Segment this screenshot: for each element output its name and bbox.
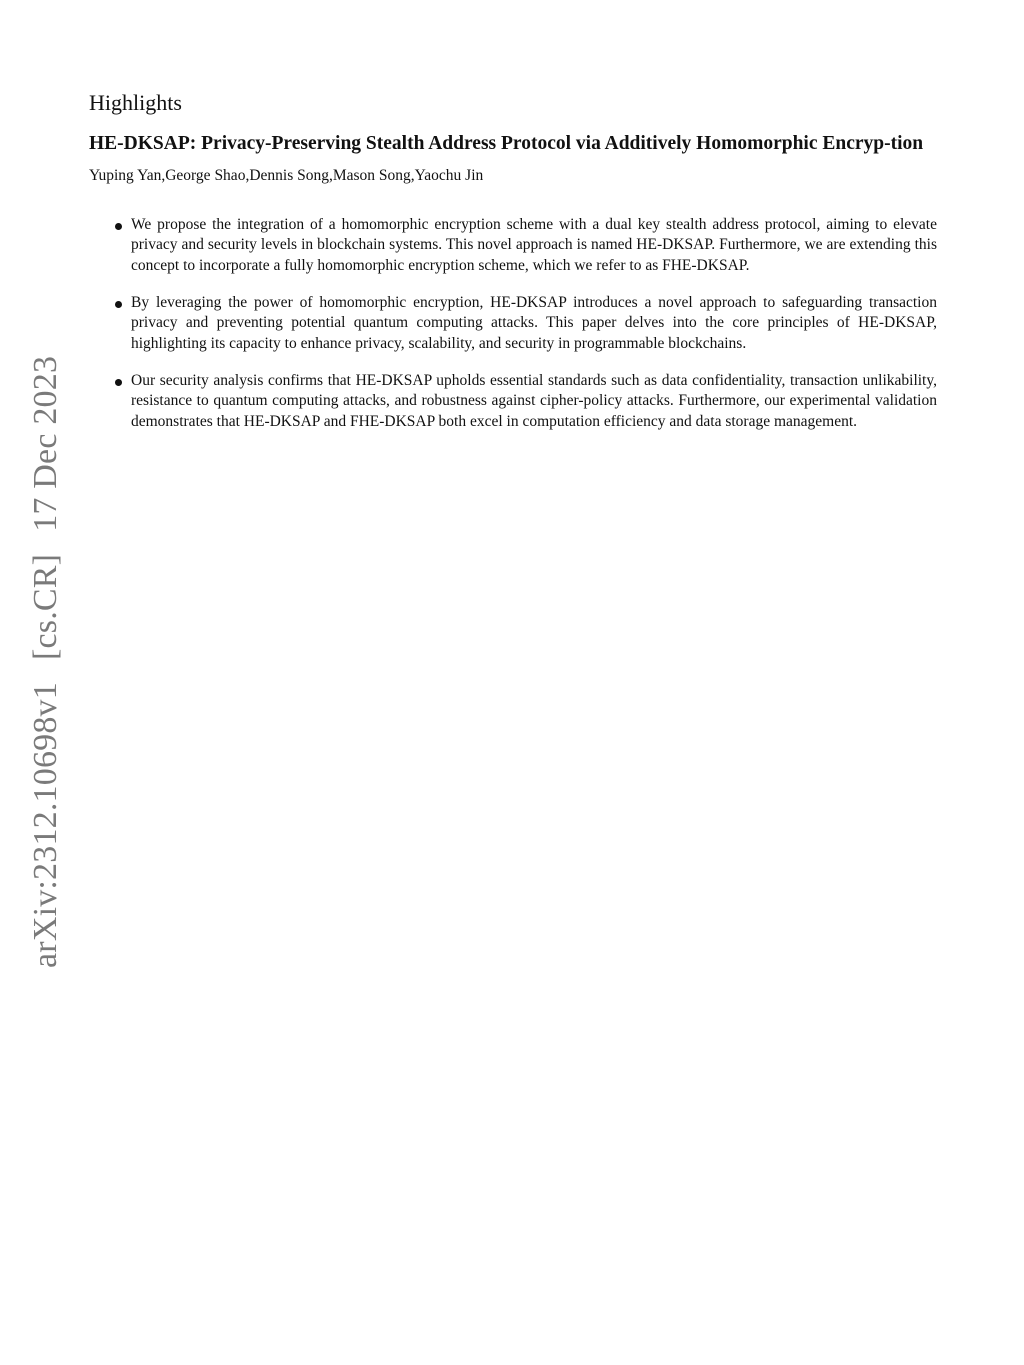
- bullet-icon: [115, 379, 122, 386]
- highlight-item: [89, 293, 937, 355]
- paper-title: HE-DKSAP: Privacy-Preserving Stealth Address Protocol via Additively Homomorphic Encryp-tion: [89, 133, 924, 155]
- bullet-icon: [115, 223, 122, 230]
- highlight-item: [89, 215, 937, 277]
- author-list: Yuping Yan,George Shao,Dennis Song,Mason Song,Yaochu Jin: [89, 167, 484, 185]
- arxiv-category: [cs.CR]: [27, 553, 64, 661]
- highlight-item: [89, 371, 937, 433]
- highlight-text: We propose the integration of a homomorphic encryption scheme with a dual key stealth address protocol, aiming to elevate privacy and security levels in blockchain systems. This novel approach is named HE-DKSAP. Furthermore, we are extending this concept to incorporate a fully homomorphic encryption scheme, which we refer to as FHE-DKSAP.: [131, 215, 937, 274]
- arxiv-date: 17 Dec 2023: [27, 355, 64, 532]
- bullet-icon: [115, 301, 122, 308]
- highlights-page: [89, 90, 937, 449]
- highlight-text: By leveraging the power of homomorphic encryption, HE-DKSAP introduces a novel approach to safeguarding transaction privacy and preventing potential quantum computing attacks. This paper delves into the core principles of HE-DKSAP, highlighting its capacity to enhance privacy, scalability, and security in programmable blockchains.: [131, 293, 937, 353]
- section-label: Highlights: [89, 90, 182, 115]
- highlights-list: [89, 215, 937, 433]
- arxiv-side-stamp: [29, 356, 63, 968]
- highlight-text: Our security analysis confirms that HE-DKSAP upholds essential standards such as data confidentiality, transaction unlikability, resistance to quantum computing attacks, and robustness against cipher-policy attacks. Furthermore, our experimental validation demonstrates that HE-DKSAP and FHE-DKSAP both excel in computation efficiency and data storage management.: [131, 371, 937, 431]
- arxiv-id: arXiv:2312.10698v1: [27, 682, 64, 968]
